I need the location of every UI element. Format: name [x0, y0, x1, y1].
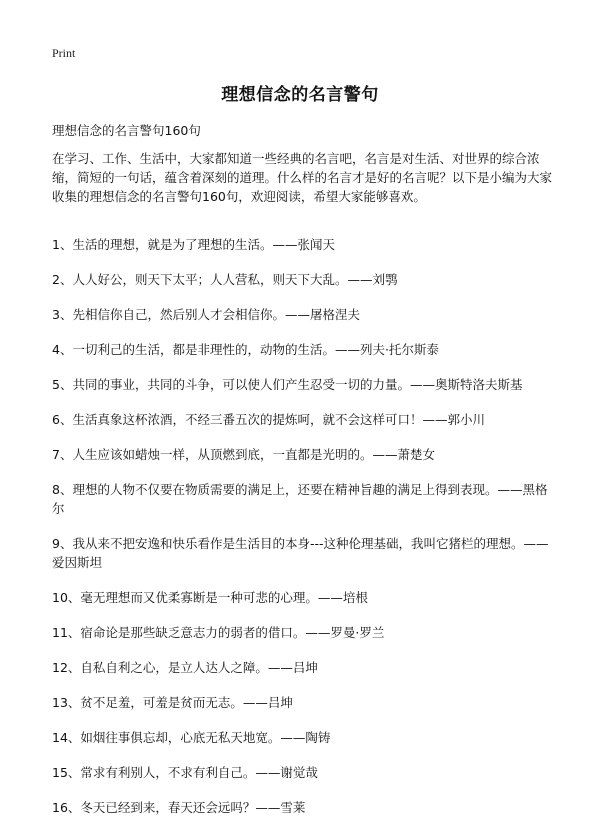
- quote-item: 9、我从来不把安逸和快乐看作是生活目的本身---这种伦理基础，我叫它猪栏的理想。——爱因斯坦: [52, 536, 549, 570]
- quote-item: 12、自私自利之心，是立人达人之障。——吕坤: [52, 660, 318, 675]
- subtitle: 理想信念的名言警句160句: [52, 123, 201, 138]
- quote-item: 1、生活的理想，就是为了理想的生活。——张闻天: [52, 237, 335, 252]
- quote-item: 7、人生应该如蜡烛一样，从顶燃到底，一直都是光明的。——萧楚女: [52, 447, 435, 462]
- quote-item: 4、一切利己的生活，都是非理性的，动物的生活。——列夫·托尔斯泰: [52, 342, 439, 357]
- quote-item: 10、毫无理想而又优柔寡断是一种可悲的心理。——培根: [52, 590, 368, 605]
- quote-item: 5、共同的事业，共同的斗争，可以使人们产生忍受一切的力量。——奥斯特洛夫斯基: [52, 377, 523, 392]
- quote-item: 3、先相信你自己，然后别人才会相信你。——屠格涅夫: [52, 307, 360, 322]
- quote-item: 14、如烟往事俱忘却，心底无私天地宽。——陶铸: [52, 730, 331, 745]
- intro-paragraph: 在学习、工作、生活中，大家都知道一些经典的名言吧，名言是对生活、对世界的综合浓缩，简短的一句话，蕴含着深刻的道理。什么样的名言才是好的名言呢？以下是小编为大家收集的理想信念的名言警句160句，欢迎阅读，希望大家能够喜欢。: [52, 151, 553, 204]
- quote-item: 16、冬天已经到来，春天还会远吗？——雪莱: [52, 800, 306, 815]
- print-link[interactable]: Print: [52, 46, 76, 60]
- quote-item: 15、常求有利别人，不求有利自己。——谢觉哉: [52, 765, 318, 780]
- quote-list: [52, 235, 552, 833]
- quote-item: 2、人人好公，则天下太平；人人营私，则天下大乱。——刘鹗: [52, 272, 398, 287]
- quote-item: 11、宿命论是那些缺乏意志力的弱者的借口。——罗曼·罗兰: [52, 625, 385, 640]
- quote-item: 8、理想的人物不仅要在物质需要的满足上，还要在精神旨趣的满足上得到表现。——黑格尔: [52, 482, 548, 516]
- quote-item: 6、生活真象这杯浓酒，不经三番五次的提炼呵，就不会这样可口！——郭小川: [52, 412, 485, 427]
- page-title: 理想信念的名言警句: [221, 85, 379, 105]
- quote-item: 13、贫不足羞，可羞是贫而无志。——吕坤: [52, 695, 293, 710]
